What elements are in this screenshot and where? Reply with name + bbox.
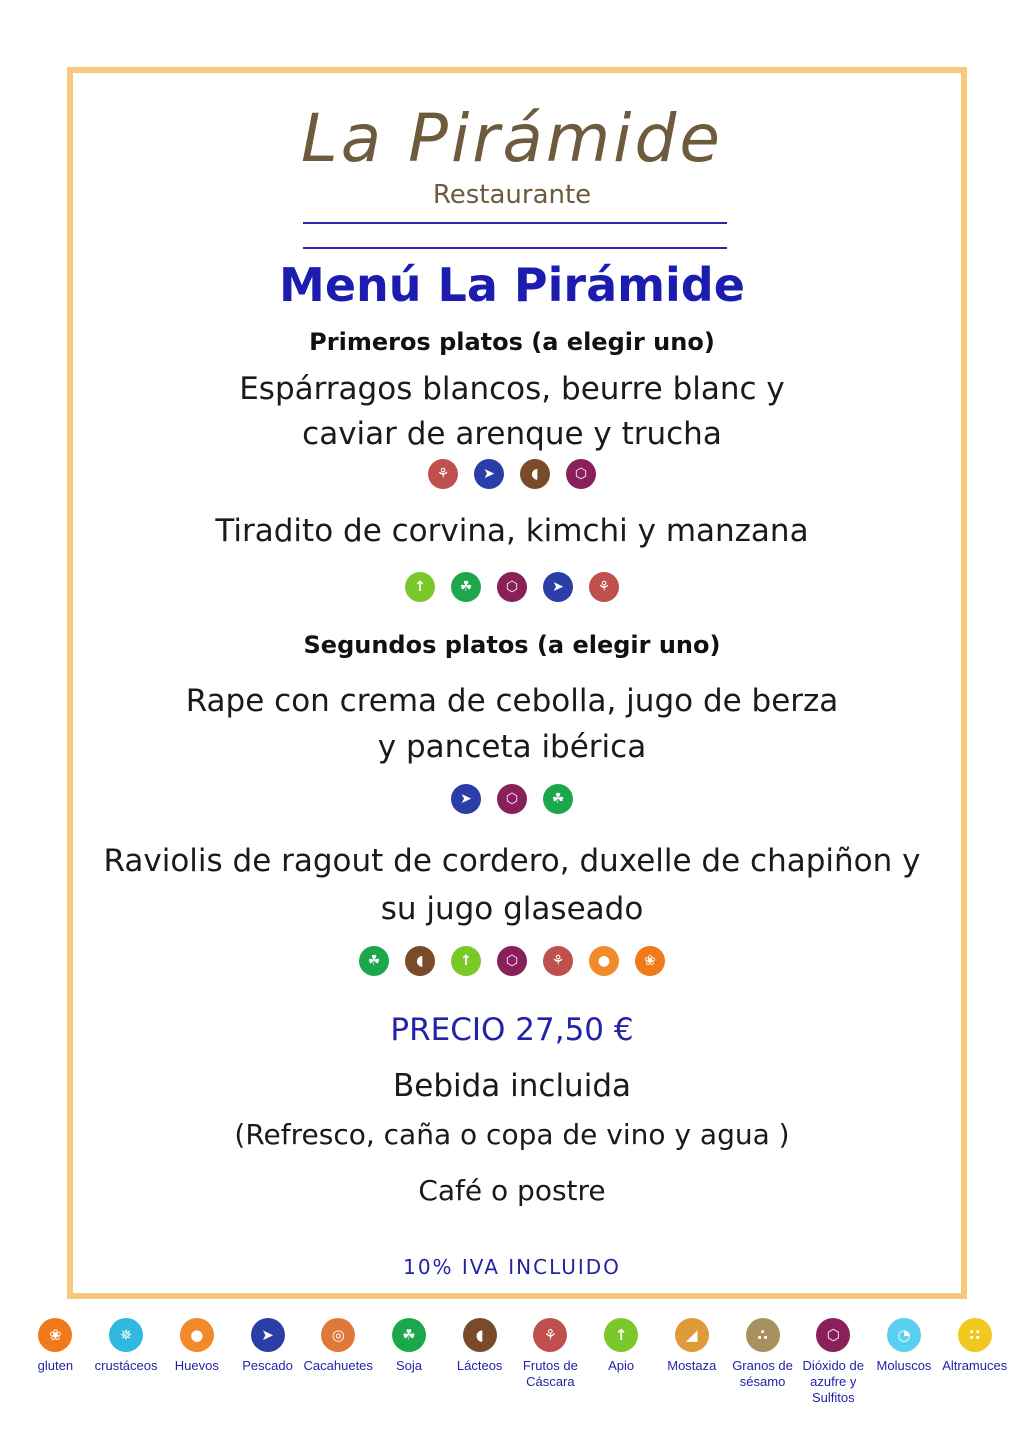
- huevos-icon: ●: [589, 946, 619, 976]
- iva-note: 10% IVA INCLUIDO: [403, 1255, 621, 1279]
- dish-name: Tiradito de corvina, kimchi y manzana: [215, 513, 809, 549]
- divider-bottom: [303, 247, 727, 249]
- allergen-row: [0, 946, 1024, 976]
- legend-item: [869, 1318, 940, 1406]
- sesamo-icon: ∴: [746, 1318, 780, 1352]
- legend-label: Moluscos: [876, 1358, 932, 1373]
- dish-name: su jugo glaseado: [380, 891, 644, 927]
- dish-name: Raviolis de ragout de cordero, duxelle de chapiñon y: [103, 843, 921, 879]
- legend-label: Dióxido de azufre y Sulfitos: [802, 1358, 864, 1405]
- logo-subtitle: Restaurante: [432, 180, 592, 210]
- legend-item: [303, 1318, 374, 1406]
- allergen-legend: [20, 1318, 1010, 1406]
- crustaceos-icon: ✵: [109, 1318, 143, 1352]
- legend-label: Apio: [608, 1358, 635, 1373]
- pescado-icon: ➤: [451, 784, 481, 814]
- legend-item: [91, 1318, 162, 1406]
- legend-label: Huevos: [174, 1358, 219, 1373]
- mostaza-icon: ◢: [675, 1318, 709, 1352]
- lacteos-icon: ◖: [463, 1318, 497, 1352]
- legend-label: Pescado: [242, 1358, 293, 1373]
- soja-icon: ☘: [451, 572, 481, 602]
- dish-name: Espárragos blancos, beurre blanc y: [239, 371, 785, 407]
- legend-item: [727, 1318, 798, 1406]
- bebida-detail: (Refresco, caña o copa de vino y agua ): [234, 1118, 790, 1151]
- gluten-icon: ❀: [38, 1318, 72, 1352]
- moluscos-icon: ◔: [887, 1318, 921, 1352]
- lacteos-icon: ◖: [405, 946, 435, 976]
- divider-top: [303, 222, 727, 224]
- frutos-cascara-icon: ⚘: [428, 459, 458, 489]
- pescado-icon: ➤: [543, 572, 573, 602]
- huevos-icon: ●: [180, 1318, 214, 1352]
- soja-icon: ☘: [392, 1318, 426, 1352]
- legend-label: Altramuces: [942, 1358, 1008, 1373]
- section-heading-segundos: Segundos platos (a elegir uno): [303, 631, 721, 659]
- legend-label: Granos de sésamo: [732, 1358, 793, 1389]
- price: PRECIO 27,50 €: [390, 1012, 634, 1048]
- altramuces-icon: ∷: [958, 1318, 992, 1352]
- sulfitos-icon: ⬡: [497, 572, 527, 602]
- soja-icon: ☘: [543, 784, 573, 814]
- legend-label: Mostaza: [667, 1358, 717, 1373]
- legend-item: [161, 1318, 232, 1406]
- frutos-cascara-icon: ⚘: [589, 572, 619, 602]
- frutos-cascara-icon: ⚘: [543, 946, 573, 976]
- legend-item: [20, 1318, 91, 1406]
- pescado-icon: ➤: [251, 1318, 285, 1352]
- legend-item: [656, 1318, 727, 1406]
- legend-item: [232, 1318, 303, 1406]
- legend-item: [515, 1318, 586, 1406]
- allergen-row: [0, 784, 1024, 814]
- pescado-icon: ➤: [474, 459, 504, 489]
- frutos-cascara-icon: ⚘: [533, 1318, 567, 1352]
- legend-item: [374, 1318, 445, 1406]
- gluten-icon: ❀: [635, 946, 665, 976]
- legend-label: crustáceos: [94, 1358, 158, 1373]
- dish-name: y panceta ibérica: [377, 729, 647, 765]
- sulfitos-icon: ⬡: [816, 1318, 850, 1352]
- legend-item: [798, 1318, 869, 1406]
- apio-icon: ↑: [451, 946, 481, 976]
- legend-item: [939, 1318, 1010, 1406]
- legend-label: Cacahuetes: [303, 1358, 373, 1373]
- lacteos-icon: ◖: [520, 459, 550, 489]
- bebida-incluida: Bebida incluida: [392, 1068, 631, 1104]
- dish-name: caviar de arenque y trucha: [302, 416, 722, 452]
- logo-script: La Pirámide: [300, 100, 724, 177]
- legend-label: Soja: [395, 1358, 422, 1373]
- legend-label: gluten: [37, 1358, 74, 1373]
- soja-icon: ☘: [359, 946, 389, 976]
- allergen-row: [0, 459, 1024, 489]
- legend-label: Lácteos: [456, 1358, 503, 1373]
- cacahuetes-icon: ◎: [321, 1318, 355, 1352]
- cafe-o-postre: Café o postre: [418, 1174, 606, 1207]
- legend-label: Frutos de Cáscara: [522, 1358, 578, 1389]
- sulfitos-icon: ⬡: [497, 946, 527, 976]
- section-heading-primeros: Primeros platos (a elegir uno): [309, 328, 715, 356]
- apio-icon: ↑: [405, 572, 435, 602]
- sulfitos-icon: ⬡: [497, 784, 527, 814]
- menu-title: Menú La Pirámide: [279, 258, 745, 312]
- dish-name: Rape con crema de cebolla, jugo de berza: [185, 683, 839, 719]
- legend-item: [444, 1318, 515, 1406]
- apio-icon: ↑: [604, 1318, 638, 1352]
- sulfitos-icon: ⬡: [566, 459, 596, 489]
- allergen-row: [0, 572, 1024, 602]
- legend-item: [586, 1318, 657, 1406]
